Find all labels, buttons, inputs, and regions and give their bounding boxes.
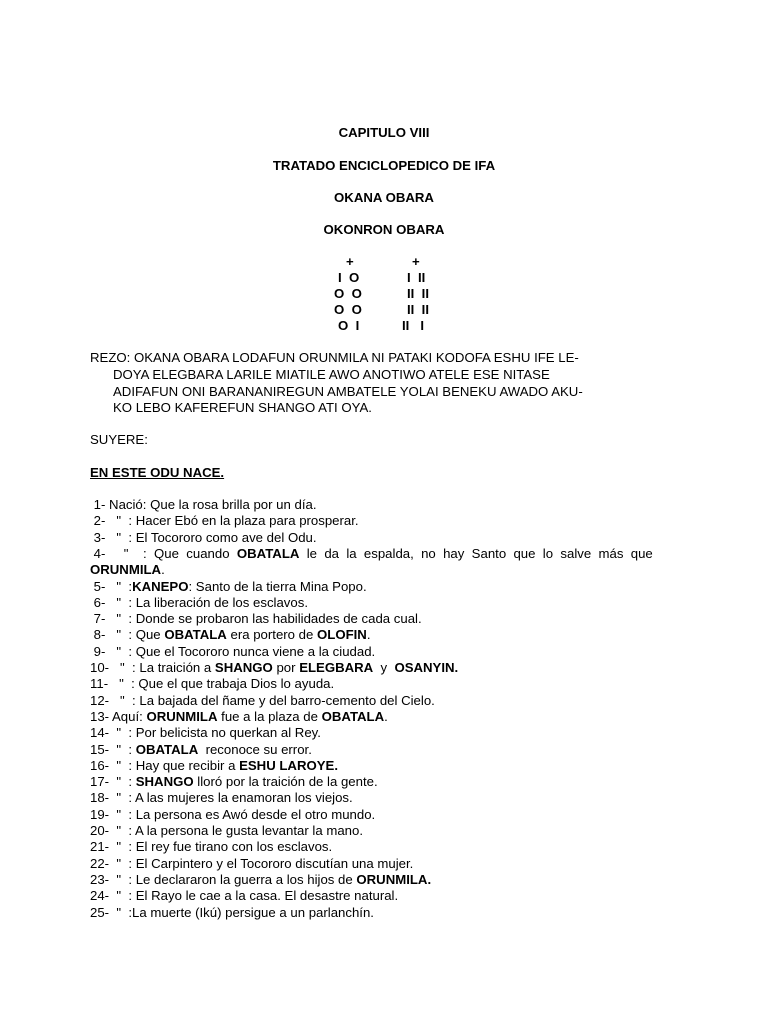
signature-left-row: O O (334, 302, 362, 317)
list-item-text: 9- " : Que el Tocororo nunca viene a la ciudad. (90, 643, 376, 659)
bold-term: ORUNMILA (146, 708, 218, 724)
rezo-line: REZO: OKANA OBARA LODAFUN ORUNMILA NI PATAKI KODOFA ESHU IFE LE- (90, 350, 579, 365)
bold-term: ORUNMILA (90, 562, 162, 578)
list-item (90, 660, 458, 676)
suyere-label: SUYERE: (90, 432, 148, 447)
list-item (90, 807, 375, 823)
list-item-text: 2- " : Hacer Ebó en la plaza para prosperar. (90, 513, 359, 529)
list-item-text: fue a la plaza de (217, 708, 322, 724)
list-item (90, 774, 378, 790)
list-item-text: . (161, 562, 165, 578)
list-item-text: 19- " : La persona es Awó desde el otro mundo. (90, 806, 376, 822)
list-item-text: 18- " : A las mujeres la enamoran los viejos. (90, 790, 353, 806)
list-item-text: 23- " : Le declararon la guerra a los hijos de (90, 871, 357, 887)
list-item (90, 856, 413, 872)
list-item-text: le da la espalda, no hay Santo que lo salve más que (299, 545, 653, 561)
bold-term: OBATALA (321, 708, 385, 724)
list-item (90, 611, 422, 627)
list-item (90, 790, 353, 806)
rezo-line: ADIFAFUN ONI BARANANIREGUN AMBATELE YOLAI BENEKU AWADO AKU- (113, 384, 583, 399)
list-item-text: 16- " : Hay que recibir a (90, 757, 240, 773)
list-item-text: lloró por la traición de la gente. (193, 774, 378, 790)
list-item-text: 15- " : (90, 741, 136, 757)
list-item (90, 725, 321, 741)
list-item-text: 21- " : El rey fue tirano con los esclavos. (90, 839, 333, 855)
list-item (90, 872, 431, 888)
signature-right-row: II II (407, 286, 429, 301)
list-item-text: 10- " : La traición a (90, 660, 215, 675)
rezo-line: KO LEBO KAFEREFUN SHANGO ATI OYA. (113, 400, 372, 415)
list-item (90, 709, 388, 725)
list-item-text: 7- " : Donde se probaron las habilidades de cada cual. (90, 611, 422, 627)
list-item-text: 24- " : El Rayo le cae a la casa. El desastre natural. (90, 888, 399, 904)
bold-term: SHANGO (135, 774, 194, 790)
list-item (90, 758, 338, 774)
list-item-text: . (384, 708, 388, 724)
list-item (90, 627, 371, 643)
list-item-text: 6- " : La liberación de los esclavos. (90, 594, 308, 610)
list-item-text: 12- " : La bajada del ñame y del barro-cemento del Cielo. (90, 692, 435, 708)
list-item (90, 497, 317, 513)
signature-left-mark: + (346, 254, 354, 269)
list-item-text: 13- Aquí: (90, 708, 147, 724)
list-item (90, 888, 398, 904)
signature-right-row: II I (402, 318, 424, 333)
list-item-text: . (366, 627, 371, 643)
bold-term: OBATALA (164, 627, 227, 643)
odu-name-heading: OKANA OBARA (334, 190, 434, 205)
list-item (90, 644, 375, 660)
signature-right-mark: + (412, 254, 420, 269)
list-item-text: 25- " :La muerte (Ikú) persigue a un parlanchín. (90, 904, 374, 920)
list-item-text: 3- " : El Tocororo como ave del Odu. (90, 529, 317, 545)
list-item (90, 839, 332, 855)
bold-term: ESHU LAROYE. (239, 757, 338, 773)
signature-left-row: O O (334, 286, 362, 301)
list-item (90, 742, 312, 758)
list-item-text: 8- " : Que (90, 627, 165, 643)
bold-term: OBATALA (236, 545, 300, 561)
list-item-text: reconoce su error. (198, 741, 312, 757)
list-item (90, 693, 435, 709)
list-item-text: 22- " : El Carpintero y el Tocororo discutían una mujer. (90, 855, 414, 871)
signature-left-row: I O (338, 270, 360, 285)
list-item-text: era portero de (226, 627, 317, 643)
list-item (90, 530, 317, 546)
bold-term: OBATALA (135, 741, 199, 757)
list-item-text: 4- " : Que cuando (90, 545, 237, 561)
list-item-text: por (272, 660, 300, 675)
chapter-heading: CAPITULO VIII (338, 125, 430, 140)
list-item (90, 595, 308, 611)
treatise-heading: TRATADO ENCICLOPEDICO DE IFA (272, 158, 496, 173)
rezo-line: DOYA ELEGBARA LARILE MIATILE AWO ANOTIWO ATELE ESE NITASE (113, 367, 550, 382)
bold-term: OSANYIN. (394, 660, 459, 675)
signature-right-row: II II (407, 302, 429, 317)
bold-term: SHANGO (214, 660, 273, 675)
list-item-text: 5- " : (90, 578, 133, 594)
list-item-text: 11- " : Que el que trabaja Dios lo ayuda. (90, 676, 335, 692)
list-item (90, 905, 374, 921)
list-item (90, 546, 678, 562)
bold-term: ELEGBARA (299, 660, 374, 675)
section-title: EN ESTE ODU NACE. (90, 465, 225, 480)
signature-left-row: O I (338, 318, 360, 333)
list-item-text: 1- Nació: Que la rosa brilla por un día. (90, 497, 317, 512)
list-item-text: : Santo de la tierra Mina Popo. (188, 578, 367, 594)
list-item (90, 562, 165, 578)
bold-term: ORUNMILA. (356, 871, 432, 887)
list-item (90, 823, 363, 839)
odu-alt-name-heading: OKONRON OBARA (323, 222, 445, 237)
bold-term: OLOFIN (317, 627, 367, 643)
list-item (90, 579, 367, 595)
list-item-text: 20- " : A la persona le gusta levantar la mano. (90, 823, 363, 838)
list-item-text: 17- " : (90, 774, 136, 790)
signature-right-row: I II (407, 270, 426, 285)
list-item (90, 676, 334, 692)
bold-term: KANEPO (132, 578, 189, 594)
list-item-text: y (373, 660, 395, 675)
list-item-text: 14- " : Por belicista no querkan al Rey. (90, 725, 321, 741)
list-item (90, 513, 359, 529)
